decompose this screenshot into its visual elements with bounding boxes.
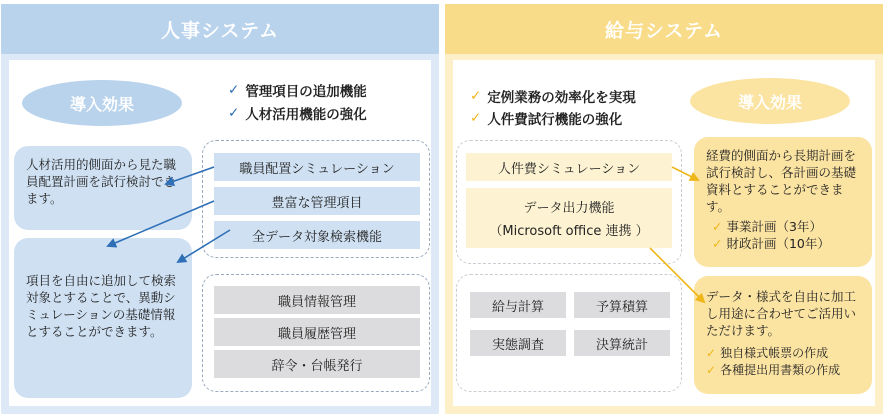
payroll-feature-2-title: データ出力機能: [523, 201, 615, 216]
payroll-note-1-text: 経費的側面から長期計画を試行検討し、各計画の基礎資料とすることができます。: [706, 148, 857, 214]
payroll-feature-1: 人件費シミュレーション: [466, 153, 672, 181]
hr-module-1: 職員情報管理: [214, 286, 420, 314]
payroll-effect-ellipse: 導入効果: [690, 78, 850, 124]
hr-note-2-text: 項目を自由に追加して検索対象とすることで、異動シミュレーションの基礎情報とすることができます。: [26, 273, 177, 339]
checkmark-icon: ✓: [712, 236, 723, 251]
checkmark-icon: ✓: [470, 110, 482, 126]
payroll-module-1: 給与計算: [470, 292, 566, 318]
checkmark-icon: ✓: [228, 105, 240, 121]
payroll-arrow-1: [672, 167, 698, 180]
checkmark-icon: ✓: [228, 82, 240, 98]
payroll-title: 給与システム: [445, 4, 883, 54]
checkmark-icon: ✓: [706, 346, 717, 360]
hr-check-1-label: 管理項目の追加機能: [245, 84, 367, 100]
hr-module-2: 職員履歴管理: [214, 318, 420, 346]
payroll-check-2-label: 人件費試行機能の強化: [487, 112, 623, 128]
payroll-feature-2-subtitle: （Microsoft office 連携 ）: [489, 224, 649, 239]
hr-arrow-1: [166, 167, 214, 184]
hr-check-2-label: 人材活用機能の強化: [245, 107, 367, 123]
payroll-arrow-2: [650, 248, 704, 302]
payroll-note-2-item-2-label: 各種提出用書類の作成: [720, 363, 841, 377]
payroll-note-1-item-2-label: 財政計画（10年）: [726, 236, 830, 251]
payroll-module-4: 決算統計: [574, 330, 670, 356]
hr-effect-ellipse: 導入効果: [22, 80, 182, 126]
hr-feature-2: 豊富な管理項目: [214, 187, 420, 215]
payroll-note-2-item-1-label: 独自様式帳票の作成: [720, 346, 829, 360]
checkmark-icon: ✓: [470, 88, 482, 104]
hr-module-3: 辞令・台帳発行: [214, 350, 420, 378]
hr-arrow-2: [108, 201, 214, 246]
hr-feature-3: 全データ対象検索機能: [214, 221, 420, 249]
hr-note-1-text: 人材活用的側面から見た職員配置計画を試行検討できます。: [26, 157, 177, 206]
payroll-module-2: 予算積算: [574, 292, 670, 318]
payroll-note-2-text: データ・様式を自由に加工し用途に合わせてご活用いただけます。: [706, 289, 857, 338]
checkmark-icon: ✓: [706, 363, 717, 377]
checkmark-icon: ✓: [712, 219, 723, 234]
hr-arrow-3: [178, 230, 230, 262]
hr-feature-1: 職員配置シミュレーション: [214, 153, 420, 181]
payroll-check-1-label: 定例業務の効率化を実現: [487, 90, 636, 106]
payroll-module-3: 実態調査: [470, 330, 566, 356]
payroll-note-1-item-1-label: 事業計画（3年）: [726, 219, 822, 234]
hr-title: 人事システム: [1, 4, 439, 54]
